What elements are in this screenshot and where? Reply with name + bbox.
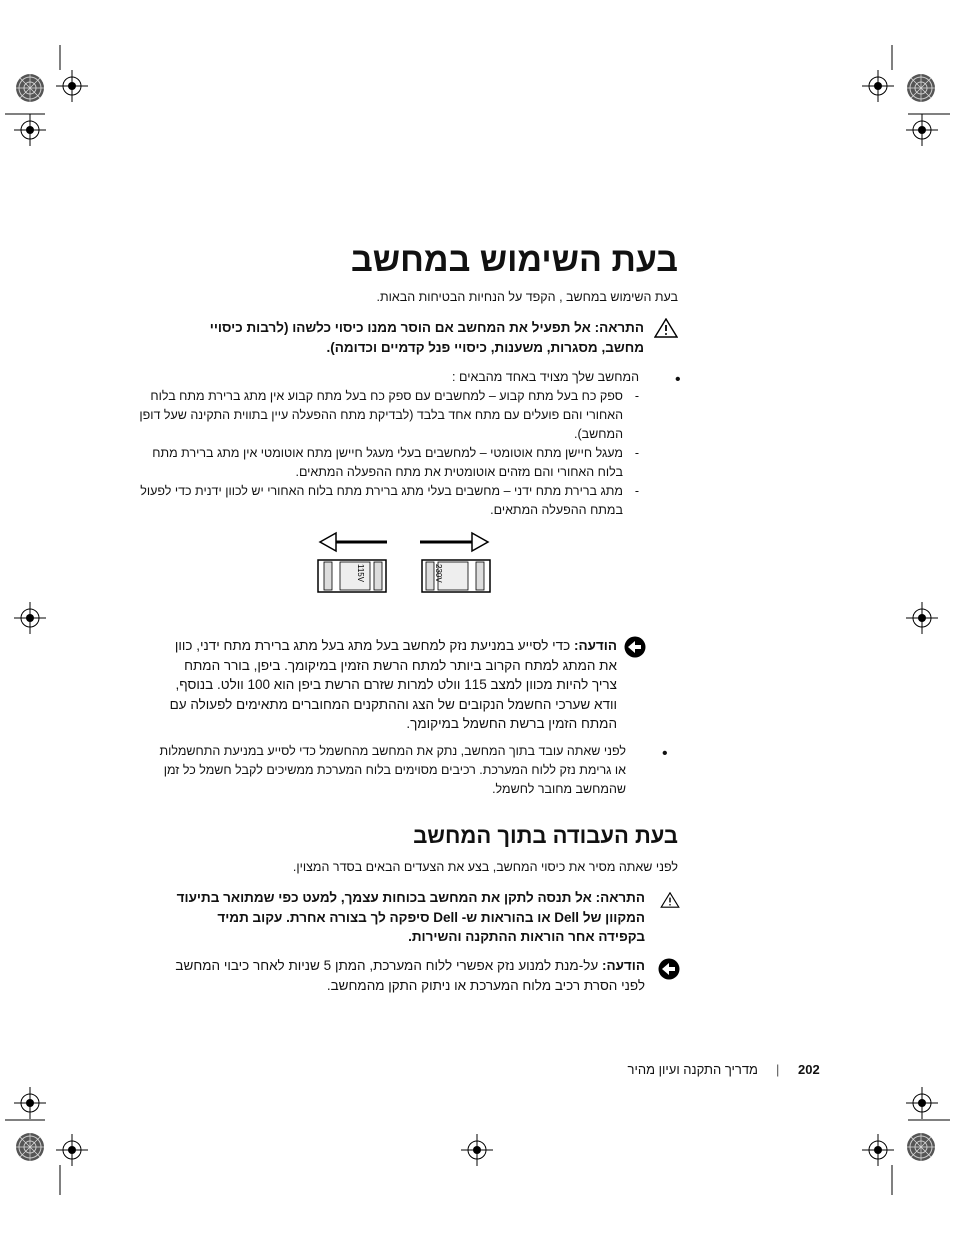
caution-1-label: התראה: [594, 320, 644, 335]
reg-mark-bottom-right-2 [862, 1134, 894, 1166]
footer-separator: | [776, 1062, 780, 1077]
warning-triangle-icon [660, 892, 680, 908]
reg-mark-bottom-left-2 [56, 1134, 88, 1166]
reg-mark-bottom-right-1 [906, 1087, 938, 1119]
reg-mark-top-left-2 [14, 114, 46, 146]
footer-guide-title: מדריך התקנה ועיון מהיר [627, 1062, 758, 1077]
reg-mark-top-right-1 [862, 70, 894, 102]
voltage-switch-illustration [312, 528, 498, 598]
arrow-right-icon [420, 533, 488, 551]
reg-mark-mid-left [14, 602, 46, 634]
bullet-2: לפני שאתה עובד בתוך המחשב, נתק את המחשב מהחשמל כדי לסייע במניעת התחשמלות או גרימת נזק ללוח המערכת. רכיבים מסוימים בלוח המערכת ממשיכים לקבל חשמל כל זמן שהמחשב מחובר לחשמל. [159, 744, 626, 796]
bullet-1 [129, 368, 639, 520]
notice-2-label: הודעה: [601, 958, 645, 973]
section-2-intro: לפני שאתה מסיר את כיסוי המחשב, בצע את הצעדים הבאים בסדר המצוין. [292, 860, 678, 874]
bullet-1-item-1: - ספק כח בעל מתח קבוע – למחשבים עם ספק כח בעל מתח קבוע אין מתג ברירת מתח בלוח האחורי והם פועלים עם מתח אחד בלבד (לבדיקת מתח ההפעלה עיין בתווית התקינה שעל דופן המחשב). [139, 389, 639, 441]
notice-1-label: הודעה: [573, 638, 617, 653]
notice-2-text: על-מנת למנוע נזק אפשרי ללוח המערכת, המתן 5 שניות לאחר כיבוי המחשב לפני הסרת רכיב מלוח המערכת או ניתוק התקן מהמחשב. [175, 958, 645, 993]
reg-mark-bottom-left-1 [14, 1087, 46, 1119]
star-mark-bottom-left [16, 1133, 44, 1161]
bullet-1-item-3: - מתג ברירת מתח ידני – מחשבים בעלי מתג ברירת מתח בלוח האחורי יש לכוון ידנית כדי לפעול במתח ההפעלה המתאים. [140, 484, 639, 517]
notice-2 [175, 956, 645, 995]
star-mark-bottom-right [907, 1133, 935, 1161]
reg-mark-top-left-1 [56, 70, 88, 102]
switch-230v [422, 560, 490, 592]
star-mark-top-right [907, 74, 935, 102]
caution-2-text: אל תנסה לתקן את המחשב בכוחות עצמך, למעט כפי שמתואר בתיעוד המקוון של Dell או בהוראות ש- Dell סיפקה לך בצורה אחרת. עקוב תמיד בקפידה אחר הוראות ההתקנה והשירות. [176, 890, 645, 944]
notice-hand-icon [658, 958, 680, 980]
notice-1-text: כדי לסייע במניעת נזק למחשב בעל מתג בעל מתג ברירת מתח ידני, כוון את המתג למתח הקרוב ביותר למתח הרשת הזמין במיקומך. ביפן, בורר המתח צריך להיות מכוון למצב 115 וולט למרות שזרם הרשת ביפן הוא 100 וולט. בנוסף, וודא שערכי החשמל הנקובים של הצג וההתקנים המחוברים מתאימים לפעולה עם המתח הזמין ברשת החשמל במיקומך. [169, 638, 617, 731]
bullet-dot: • [675, 371, 681, 388]
caution-1 [184, 318, 644, 357]
switch-230v-label: 230V [434, 564, 443, 583]
notice-1 [167, 636, 617, 734]
bullet-1-item-2: - מעגל חיישן מתח אוטומטי – למחשבים בעלי מעגל חיישן מתח אוטומטי אין מתג ברירת מתח בלוח האחורי והם מזהים אוטומטית את מתח ההפעלה המתאים. [152, 446, 639, 479]
warning-triangle-icon [654, 318, 678, 338]
page-number: 202 [798, 1062, 820, 1077]
page-title: בעת השימוש במחשב [350, 241, 678, 279]
section-2-title: בעת העבודה בתוך המחשב [413, 823, 678, 848]
reg-mark-top-right-2 [906, 114, 938, 146]
star-mark-top-left [16, 74, 44, 102]
switch-115v-label: 115V [356, 564, 365, 583]
caution-2-label: התראה: [595, 890, 645, 905]
intro-text: בעת השימוש במחשב , הקפד על הנחיות הבטיחות הבאות. [376, 290, 678, 304]
reg-mark-bottom-center [461, 1134, 493, 1166]
switch-115v [318, 560, 386, 592]
arrow-left-icon [320, 533, 387, 551]
notice-hand-icon [624, 636, 646, 658]
bullet-dot: • [662, 745, 668, 762]
reg-mark-mid-right [906, 602, 938, 634]
bullet-1-lead: המחשב שלך מצויד באחד מהבאים : [452, 370, 639, 384]
caution-1-text: אל תפעיל את המחשב אם הוסר ממנו כיסוי כלשהו (לרבות כיסויי מחשב, מסגרות, משענות, כיסויי פנל קדמיים וכדומה). [209, 320, 644, 355]
caution-2 [175, 888, 645, 947]
